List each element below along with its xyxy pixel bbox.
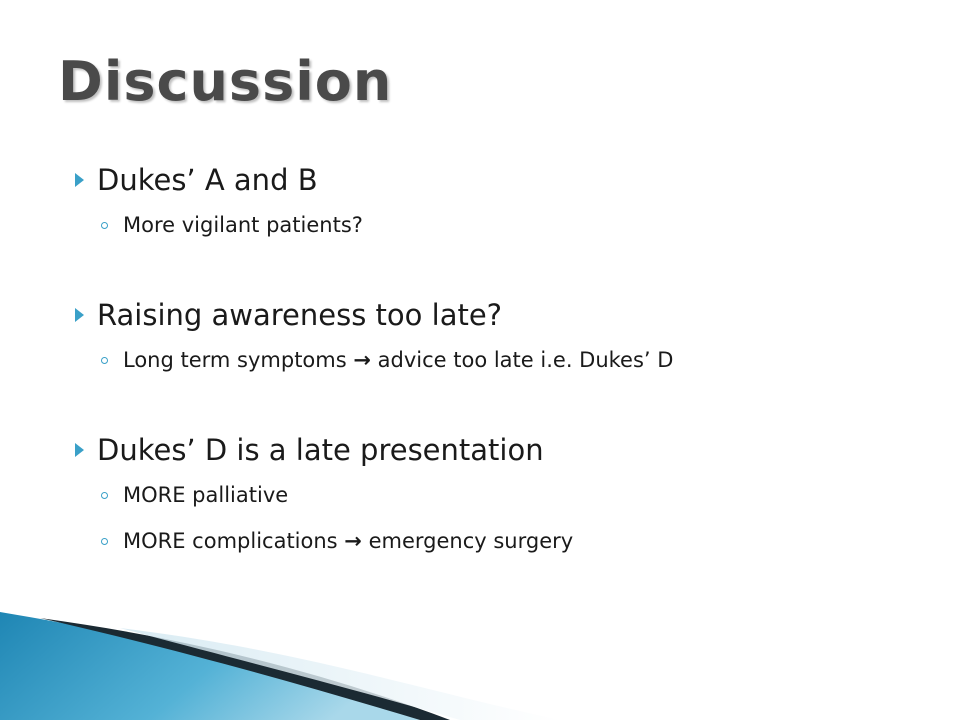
sub-bullet-text-end: emergency surgery: [361, 529, 574, 553]
sub-bullet-text-end: advice too late i.e. Dukes’ D: [370, 348, 674, 372]
sub-bullet-text: MORE palliative: [123, 483, 289, 507]
right-arrow-icon: →: [353, 348, 371, 372]
bullet-text: Raising awareness too late?: [97, 298, 503, 332]
right-arrow-icon: →: [344, 529, 362, 553]
sub-bullet-text-start: MORE complications: [123, 529, 345, 553]
bullet-text: Dukes’ A and B: [97, 163, 318, 197]
sub-bullet-text-start: Long term symptoms: [123, 348, 354, 372]
slide-title: Discussion: [58, 50, 393, 113]
bullet-text: Dukes’ D is a late presentation: [97, 433, 544, 467]
sub-bullet-text: More vigilant patients?: [123, 213, 363, 237]
